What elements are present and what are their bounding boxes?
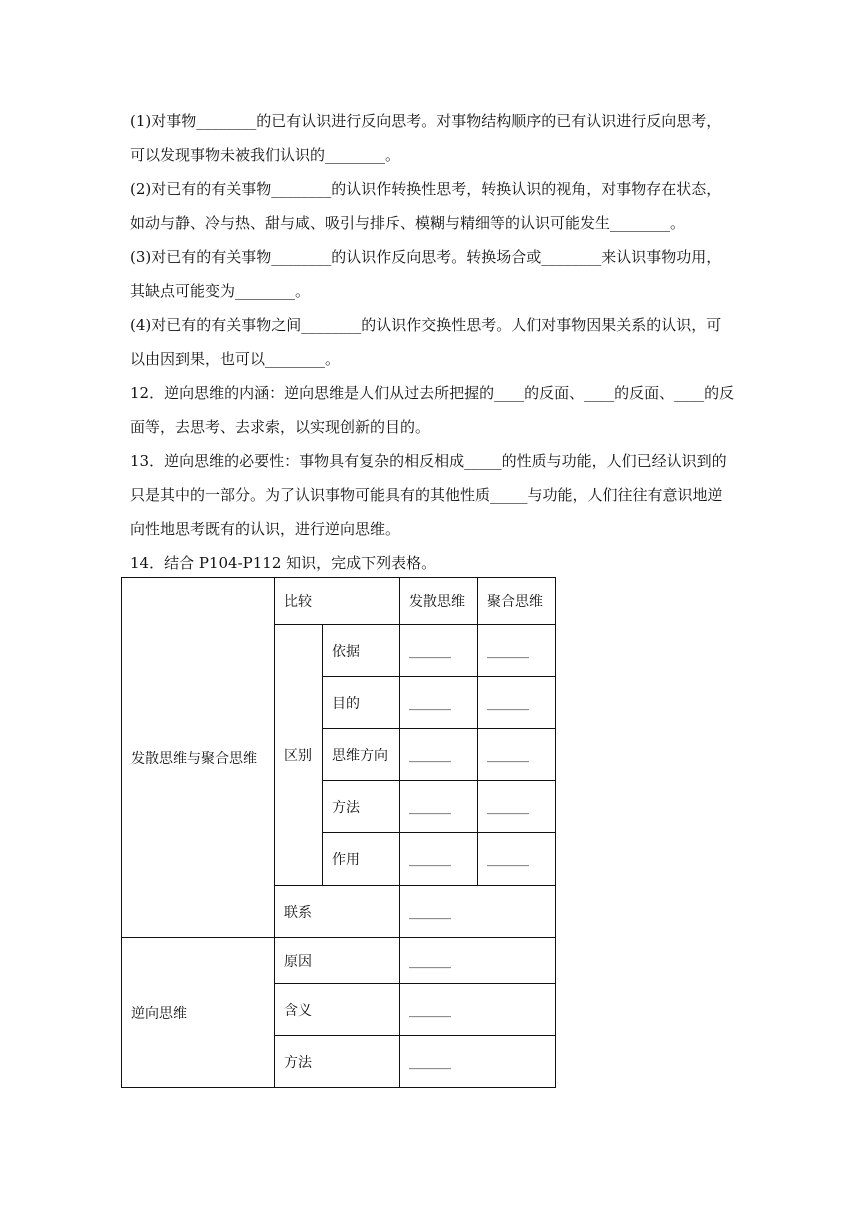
paragraph-2 <box>130 172 735 240</box>
blank-field: ______ <box>400 938 556 984</box>
blank-field: ______ <box>400 833 478 886</box>
blank-field: ______ <box>478 677 556 729</box>
blank-field: ______ <box>400 625 478 677</box>
question-14 <box>130 546 735 580</box>
question-13 <box>130 444 735 546</box>
paragraph-3 <box>130 240 735 308</box>
row-label-purpose: 目的 <box>323 677 400 729</box>
row-label-basis: 依据 <box>323 625 400 677</box>
header-convergent: 聚合思维 <box>478 578 556 625</box>
blank-field: ______ <box>400 984 556 1036</box>
paragraph-1 <box>130 104 735 172</box>
row-label-method: 方法 <box>323 781 400 833</box>
paragraph-4 <box>130 308 735 376</box>
row-label-meaning: 含义 <box>275 984 400 1036</box>
paragraph-1-line-2: 可以发现事物未被我们认识的________。 <box>130 146 401 164</box>
paragraph-4-line-1: (4)对已有的有关事物之间________的认识作交换性思考。人们对事物因果关系的认识，可 <box>130 316 722 334</box>
paragraph-2-line-1: (2)对已有的有关事物________的认识作转换性思考，转换认识的视角，对事物存在状态， <box>130 180 722 198</box>
question-12-line-2: 面等，去思考、去求索，以实现创新的目的。 <box>130 418 431 436</box>
blank-field: ______ <box>478 625 556 677</box>
header-compare: 比较 <box>275 578 400 625</box>
question-13-line-1: 13．逆向思维的必要性：事物具有复杂的相反相成_____的性质与功能，人们已经认识到的 <box>130 452 727 470</box>
blank-field: ______ <box>400 729 478 781</box>
blank-field: ______ <box>400 677 478 729</box>
question-12 <box>130 376 735 444</box>
blank-field: ______ <box>478 729 556 781</box>
paragraph-4-line-2: 以由因到果，也可以________。 <box>130 350 341 368</box>
blank-field: ______ <box>400 1036 556 1088</box>
question-13-line-2: 只是其中的一部分。为了认识事物可能具有的其他性质_____与功能，人们往往有意识地逆 <box>130 486 723 504</box>
question-12-line-1: 12．逆向思维的内涵：逆向思维是人们从过去所把握的____的反面、____的反面、____的反 <box>130 384 735 402</box>
section-divergent-convergent: 发散思维与聚合思维 <box>122 578 275 938</box>
blank-field: ______ <box>400 886 556 938</box>
paragraph-3-line-1: (3)对已有的有关事物________的认识作反向思考。转换场合或________来认识事物功用， <box>130 248 722 266</box>
row-label-direction: 思维方向 <box>323 729 400 781</box>
paragraph-3-line-2: 其缺点可能变为________。 <box>130 282 311 300</box>
section-reverse-thinking: 逆向思维 <box>122 938 275 1088</box>
header-divergent: 发散思维 <box>400 578 478 625</box>
paragraph-1-line-1: (1)对事物________的已有认识进行反向思考。对事物结构顺序的已有认识进行反向思考， <box>130 112 722 130</box>
row-label-reason: 原因 <box>275 938 400 984</box>
paragraph-2-line-2: 如动与静、冷与热、甜与咸、吸引与排斥、模糊与精细等的认识可能发生________。 <box>130 214 686 232</box>
question-14-line-1: 14．结合 P104-P112 知识，完成下列表格。 <box>130 554 437 572</box>
row-label-function: 作用 <box>323 833 400 886</box>
row-label-method-2: 方法 <box>275 1036 400 1088</box>
comparison-table <box>121 577 556 1088</box>
blank-field: ______ <box>400 781 478 833</box>
label-difference: 区别 <box>275 625 323 886</box>
question-13-line-3: 向性地思考既有的认识，进行逆向思维。 <box>130 520 401 538</box>
blank-field: ______ <box>478 833 556 886</box>
row-label-link: 联系 <box>275 886 400 938</box>
blank-field: ______ <box>478 781 556 833</box>
